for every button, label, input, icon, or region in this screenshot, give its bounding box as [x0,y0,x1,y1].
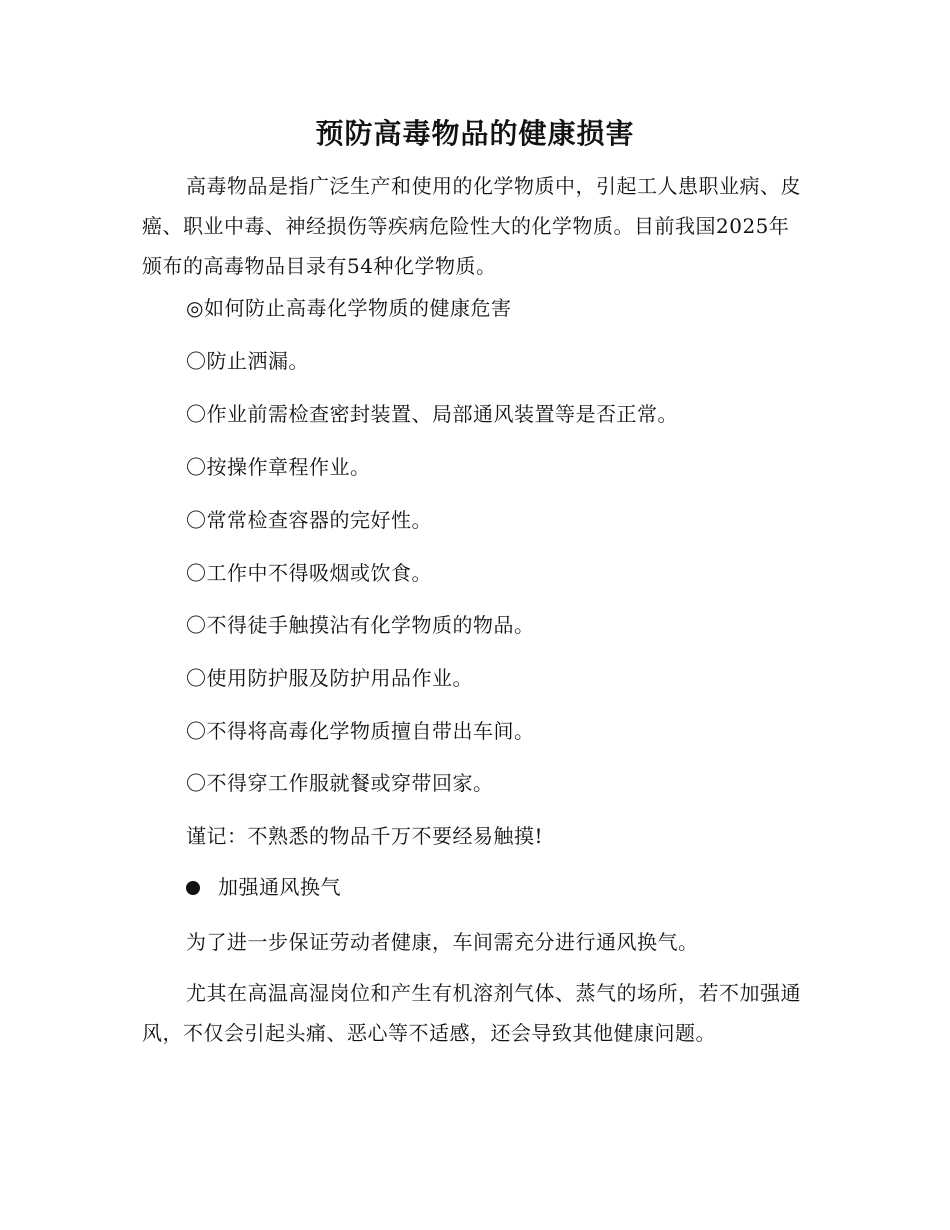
bullet-heading-label: 加强通风换气 [218,875,341,899]
measure-item: 〇防止洒漏。 [186,349,309,373]
measure-item: 〇常常检查容器的完好性。 [186,508,432,532]
bullet-dot-icon [186,881,200,895]
ventilation-detail-paragraph: 尤其在高温高湿岗位和产生有机溶剂气体、蒸气的场所，若不加强通风，不仅会引起头痛、恶心等不适感，还会导致其他健康问题。 [142,981,801,1045]
section-heading: ◎如何防止高毒化学物质的健康危害 [186,296,512,320]
measure-item: 〇作业前需检查密封装置、局部通风装置等是否正常。 [186,402,678,426]
measure-item: 〇按操作章程作业。 [186,455,371,479]
reminder-text: 谨记：不熟悉的物品千万不要经易触摸! [186,824,544,848]
document-title: 预防高毒物品的健康损害 [315,117,635,150]
measure-item: 〇不得徒手触摸沾有化学物质的物品。 [186,613,535,637]
ventilation-paragraph: 为了进一步保证劳动者健康，车间需充分进行通风换气。 [186,930,699,954]
measure-item: 〇不得将高毒化学物质擅自带出车间。 [186,719,535,743]
intro-paragraph: 高毒物品是指广泛生产和使用的化学物质中，引起工人患职业病、皮癌、职业中毒、神经损伤等疾病危险性大的化学物质。目前我国2025年颁布的高毒物品目录有54种化学物质。 [142,174,801,278]
measure-item: 〇工作中不得吸烟或饮食。 [186,561,432,585]
measure-item: 〇不得穿工作服就餐或穿带回家。 [186,771,494,795]
measure-item: 〇使用防护服及防护用品作业。 [186,666,473,690]
bullet-heading [186,873,341,901]
